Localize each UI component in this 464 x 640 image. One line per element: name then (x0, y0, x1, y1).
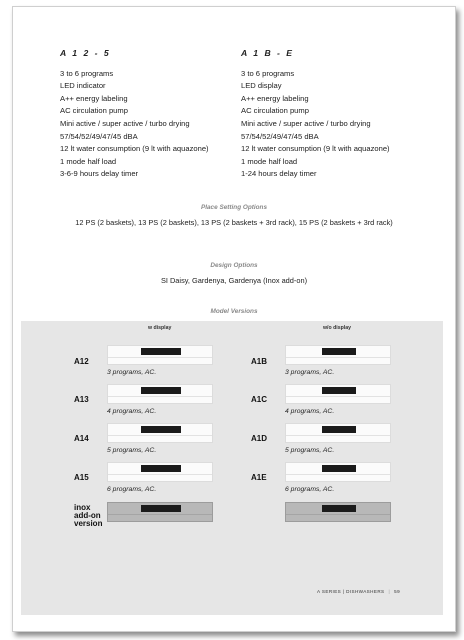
model-label-a12: A12 (74, 357, 89, 366)
left-spec-line: 12 lt water consumption (9 lt with aquazone) (60, 144, 209, 154)
inox-label (74, 504, 102, 528)
dishwasher-image-inox-right (285, 502, 391, 522)
model-label-a13: A13 (74, 395, 89, 404)
right-spec-line: LED display (241, 81, 282, 91)
right-spec-line: 3 to 6 programs (241, 68, 295, 78)
with-display-header: w display (148, 325, 172, 331)
model-caption-a1c: 4 programs, AC. (285, 408, 335, 415)
right-spec-line: 12 lt water consumption (9 lt with aquazone) (241, 144, 390, 154)
left-spec-line: 57/54/52/49/47/45 dBA (60, 131, 138, 141)
design-options-title: Design Options (210, 262, 258, 269)
inox-label-line: version (74, 519, 103, 528)
model-label-a15: A15 (74, 473, 89, 482)
page-number: 59 (394, 589, 401, 594)
model-label-a1b: A1B (251, 357, 268, 366)
right-spec-line: A++ energy labeling (241, 93, 309, 103)
model-versions-title: Model Versions (210, 308, 258, 315)
right-spec-line: AC circulation pump (241, 106, 309, 116)
model-label-a14: A14 (74, 434, 89, 443)
model-caption-a12: 3 programs, AC. (107, 369, 157, 376)
dishwasher-image-a15 (107, 462, 213, 482)
model-label-a1c: A1C (251, 395, 268, 404)
model-label-a1d: A1D (251, 434, 268, 443)
place-setting-title: Place Setting Options (200, 204, 268, 211)
model-caption-a13: 4 programs, AC. (107, 408, 157, 415)
footer-divider: | (388, 589, 391, 594)
dishwasher-image-a1e (285, 462, 391, 482)
dishwasher-image-a1d (285, 423, 391, 443)
design-options-text: SI Daisy, Gardenya, Gardenya (Inox add-on) (160, 276, 308, 285)
model-caption-a1e: 6 programs, AC. (285, 486, 335, 493)
dishwasher-image-a1b (285, 345, 391, 365)
inox-label-line: inox (74, 503, 91, 512)
right-spec-line: 1-24 hours delay timer (241, 169, 317, 179)
right-spec-line: 1 mode half load (241, 156, 298, 166)
dishwasher-image-a14 (107, 423, 213, 443)
left-spec-line: Mini active / super active / turbo drying (60, 118, 190, 128)
left-spec-line: LED indicator (60, 81, 106, 91)
left-spec-line: 3-6-9 hours delay timer (60, 169, 139, 179)
model-caption-a14: 5 programs, AC. (107, 447, 157, 454)
page-footer (317, 589, 400, 594)
left-spec-line: AC circulation pump (60, 106, 128, 116)
inox-label-line: add-on (74, 511, 101, 520)
dishwasher-image-a13 (107, 384, 213, 404)
place-setting-text: 12 PS (2 baskets), 13 PS (2 baskets), 13 PS (2 baskets + 3rd rack), 15 PS (2 baskets + 3rd rack) (75, 218, 393, 227)
right-spec-column (241, 47, 390, 181)
model-caption-a1b: 3 programs, AC. (285, 369, 335, 376)
right-column-title: A 1 B - E (241, 48, 295, 58)
left-column-title: A 1 2 - 5 (60, 48, 111, 58)
left-spec-line: 1 mode half load (60, 156, 117, 166)
left-spec-column (60, 47, 209, 181)
right-spec-line: 57/54/52/49/47/45 dBA (241, 131, 319, 141)
model-label-a1e: A1E (251, 473, 267, 482)
model-caption-a1d: 5 programs, AC. (285, 447, 335, 454)
dishwasher-image-a12 (107, 345, 213, 365)
dishwasher-image-inox-left (107, 502, 213, 522)
left-spec-line: 3 to 6 programs (60, 68, 114, 78)
model-caption-a15: 6 programs, AC. (107, 486, 157, 493)
without-display-header: w/o display (323, 325, 351, 331)
footer-series: A SERIES | DISHWASHERS (317, 589, 385, 594)
dishwasher-image-a1c (285, 384, 391, 404)
right-spec-line: Mini active / super active / turbo drying (241, 118, 371, 128)
left-spec-line: A++ energy labeling (60, 93, 128, 103)
document-page (12, 6, 456, 632)
